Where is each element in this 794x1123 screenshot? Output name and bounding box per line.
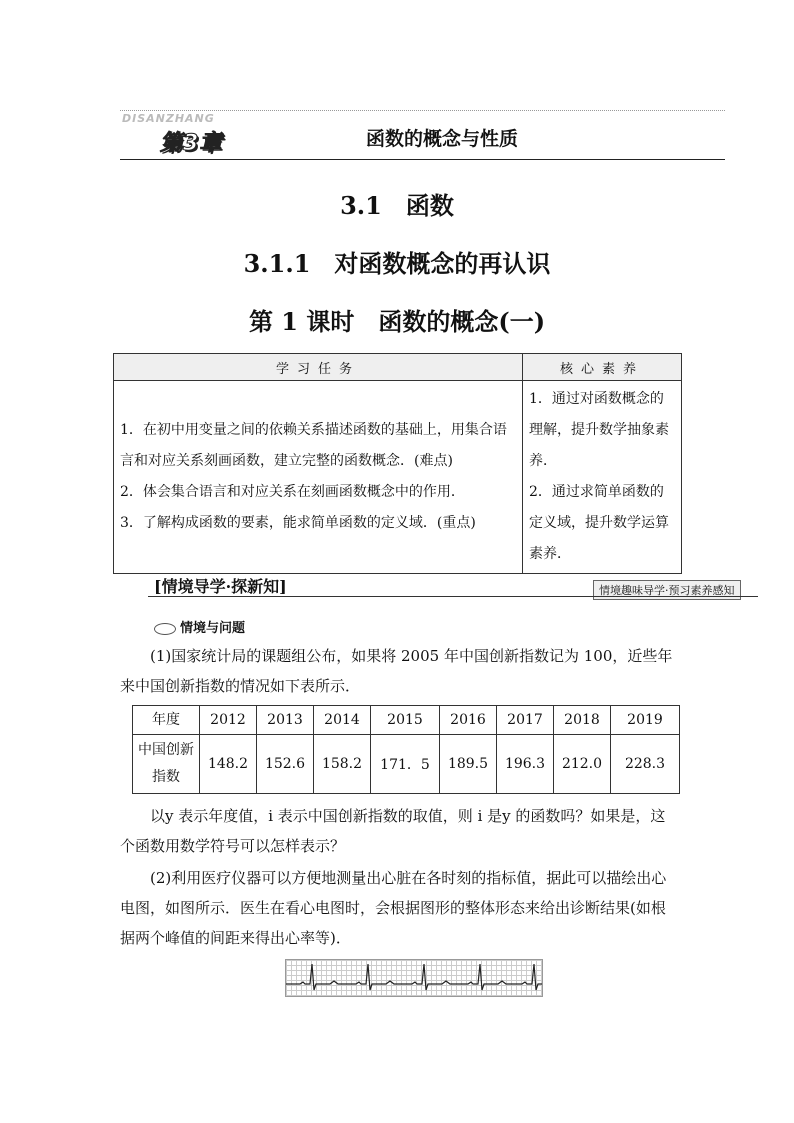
scenario-icon <box>154 623 176 635</box>
value-cell: 152.6 <box>257 735 314 794</box>
paragraph-1-text: (1)国家统计局的课题组公布，如果将 2005 年中国创新指数记为 100，近些年来中国创新指数的情况如下表所示． <box>120 647 673 695</box>
header-rule <box>120 159 725 160</box>
ecg-figure <box>285 959 543 997</box>
task-item: 1．在初中用变量之间的依赖关系描述函数的基础上，用集合语言和对应关系刻画函数，建立完整的函数概念．(难点) <box>120 422 507 469</box>
paragraph-3-text: (2)利用医疗仪器可以方便地测量出心脏在各时刻的指标值，据此可以描绘出心电图，如图所示．医生在看心电图时，会根据图形的整体形态来给出诊断结果(如根据两个峰值的间距来得出心率等)． <box>120 869 667 947</box>
innovation-index-table <box>132 705 680 794</box>
scenario-label: 情境与问题 <box>180 621 246 636</box>
value-cell: 212.0 <box>554 735 611 794</box>
value-cell: 148.2 <box>200 735 257 794</box>
index-label: 中国创新指数 <box>133 735 200 794</box>
lesson-heading: 第 1 课时 函数的概念(一) <box>248 307 546 336</box>
value-cell: 228.3 <box>611 735 680 794</box>
table-row <box>133 735 680 794</box>
year-cell: 2016 <box>440 706 497 735</box>
subsection-heading: 3.1.1 对函数概念的再认识 <box>243 249 551 278</box>
year-cell: 2017 <box>497 706 554 735</box>
literacy-item: 2．通过求简单函数的定义域，提升数学运算素养． <box>529 484 669 562</box>
paragraph-3 <box>120 863 680 953</box>
section-bar-rule <box>148 596 758 597</box>
section-heading: 3.1 函数 <box>340 191 454 220</box>
section-bar-tag: 情境趣味导学·预习素养感知 <box>593 580 741 600</box>
value-cell: 158.2 <box>314 735 371 794</box>
task-header: 学习任务 <box>114 354 523 381</box>
year-cell: 2015 <box>371 706 440 735</box>
year-cell: 2019 <box>611 706 680 735</box>
year-cell: 2014 <box>314 706 371 735</box>
literacy-item: 1．通过对函数概念的理解，提升数学抽象素养． <box>529 391 669 469</box>
literacy-header: 核心素养 <box>523 354 682 381</box>
page-header <box>120 108 725 160</box>
table-row <box>133 706 680 735</box>
chapter-title: 函数的概念与性质 <box>366 128 519 150</box>
paragraph-2 <box>120 801 680 861</box>
paragraph-1 <box>120 641 680 701</box>
value-cell: 196.3 <box>497 735 554 794</box>
ecg-trace <box>286 960 542 996</box>
literacy-list <box>523 381 682 574</box>
task-item: 3．了解构成函数的要素，能求简单函数的定义域．(重点) <box>120 515 476 531</box>
paragraph-2-text: 以y 表示年度值，i 表示中国创新指数的取值，则 i 是y 的函数吗？如果是，这个函数用数学符号可以怎样表示？ <box>120 807 666 855</box>
year-cell: 2013 <box>257 706 314 735</box>
year-cell: 2018 <box>554 706 611 735</box>
year-label: 年度 <box>133 706 200 735</box>
chapter-badge: 第3章 <box>160 131 223 156</box>
task-item: 2．体会集合语言和对应关系在刻画函数概念中的作用． <box>120 484 465 500</box>
section-bar-title: [情境导学·探新知] <box>154 577 287 596</box>
learning-task-table <box>113 353 682 574</box>
chapter-pinyin: DISANZHANG <box>122 112 215 125</box>
value-cell: 171．5 <box>371 735 440 794</box>
scenario-subheading <box>154 617 245 636</box>
task-list <box>114 381 523 574</box>
header-dotted-line <box>120 110 725 111</box>
value-cell: 189.5 <box>440 735 497 794</box>
year-cell: 2012 <box>200 706 257 735</box>
